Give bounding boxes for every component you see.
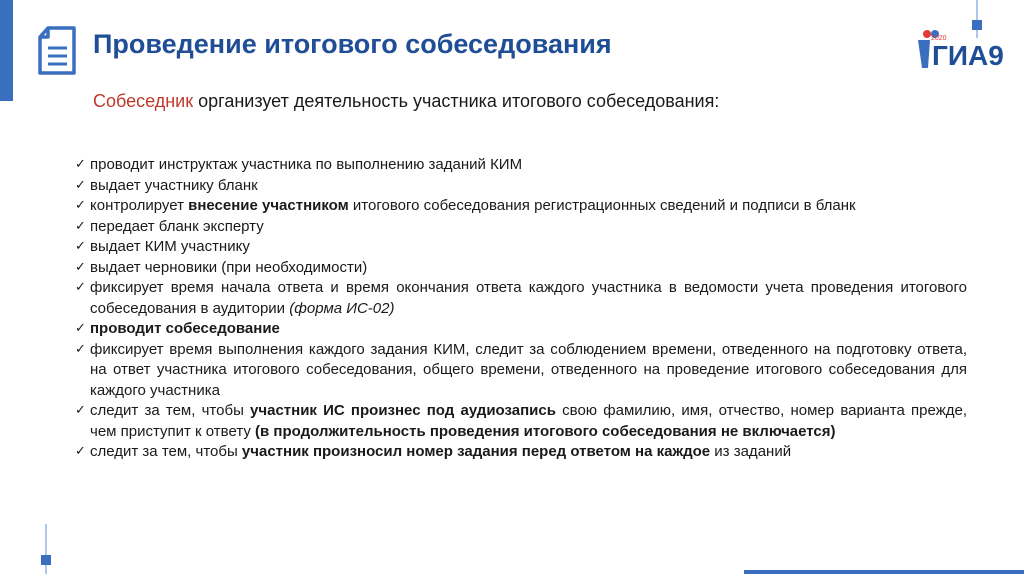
list-item-text: выдает участнику бланк <box>90 176 258 194</box>
list-item-text: (форма ИС-02) <box>289 299 395 317</box>
list-item <box>73 319 967 340</box>
list-item-text: участник ИС произнес под аудиозапись <box>250 402 556 419</box>
list-item-text: внесение участником <box>188 197 349 214</box>
list-item-text: (в продолжительность проведения итогового собеседования не включается) <box>255 422 836 440</box>
list-item-text: передает бланк эксперту <box>90 217 264 235</box>
list-item-text: из заданий <box>710 443 792 460</box>
list-item-text: итогового собеседования регистрационных сведений и подписи в бланк <box>348 197 856 214</box>
list-item-text: следит за тем, чтобы <box>90 402 251 419</box>
list-item-text: проводит собеседование <box>90 320 280 337</box>
subtitle-highlight: Собеседник <box>93 91 194 111</box>
subtitle <box>93 91 719 112</box>
list-item <box>73 176 967 197</box>
list-item-text: выдает КИМ участнику <box>90 238 250 255</box>
list-item <box>73 401 967 442</box>
logo-text: ГИА9 <box>932 40 1004 71</box>
list-item-text: контролирует <box>90 197 189 214</box>
duties-list <box>73 155 967 463</box>
subtitle-text: организует деятельность участника итогового собеседования: <box>193 91 720 111</box>
list-item-text: следит за тем, чтобы <box>90 443 242 460</box>
left-accent-bar <box>0 0 13 101</box>
list-item-text: проводит инструктаж участника по выполнению заданий КИМ <box>90 156 523 173</box>
list-item-text: свою фамилию, имя, отчество, номер варианта прежде, чем приступит к ответу <box>90 402 967 440</box>
list-item <box>73 340 967 402</box>
page-title: Проведение итогового собеседования <box>93 29 612 59</box>
gia9-logo <box>912 18 1018 72</box>
list-item <box>73 217 967 238</box>
list-item-text: фиксирует время начала ответа и время окончания ответа каждого участника в ведомости учета проведения итогового собеседования в аудитории <box>90 279 967 317</box>
list-item <box>73 278 967 319</box>
list-item <box>73 196 967 217</box>
list-item <box>73 258 967 279</box>
corner-decoration-bottom <box>0 524 70 574</box>
bottom-accent-bar <box>744 570 1024 574</box>
list-item-text: выдает черновики (при необходимости) <box>90 258 368 276</box>
list-item <box>73 155 967 176</box>
logo-year: 2020 <box>931 35 947 42</box>
list-item <box>73 237 967 258</box>
document-icon <box>36 26 78 76</box>
list-item-text: фиксирует время выполнения каждого задания КИМ, следит за соблюдением времени, отведенного на подготовку ответа, на ответ участника итогового собеседования, общего времени, отведенного на проведение итогового собеседования для каждого участника <box>90 340 967 399</box>
list-item <box>73 442 967 463</box>
list-item-text: участник произносил номер задания перед ответом на каждое <box>241 443 711 460</box>
